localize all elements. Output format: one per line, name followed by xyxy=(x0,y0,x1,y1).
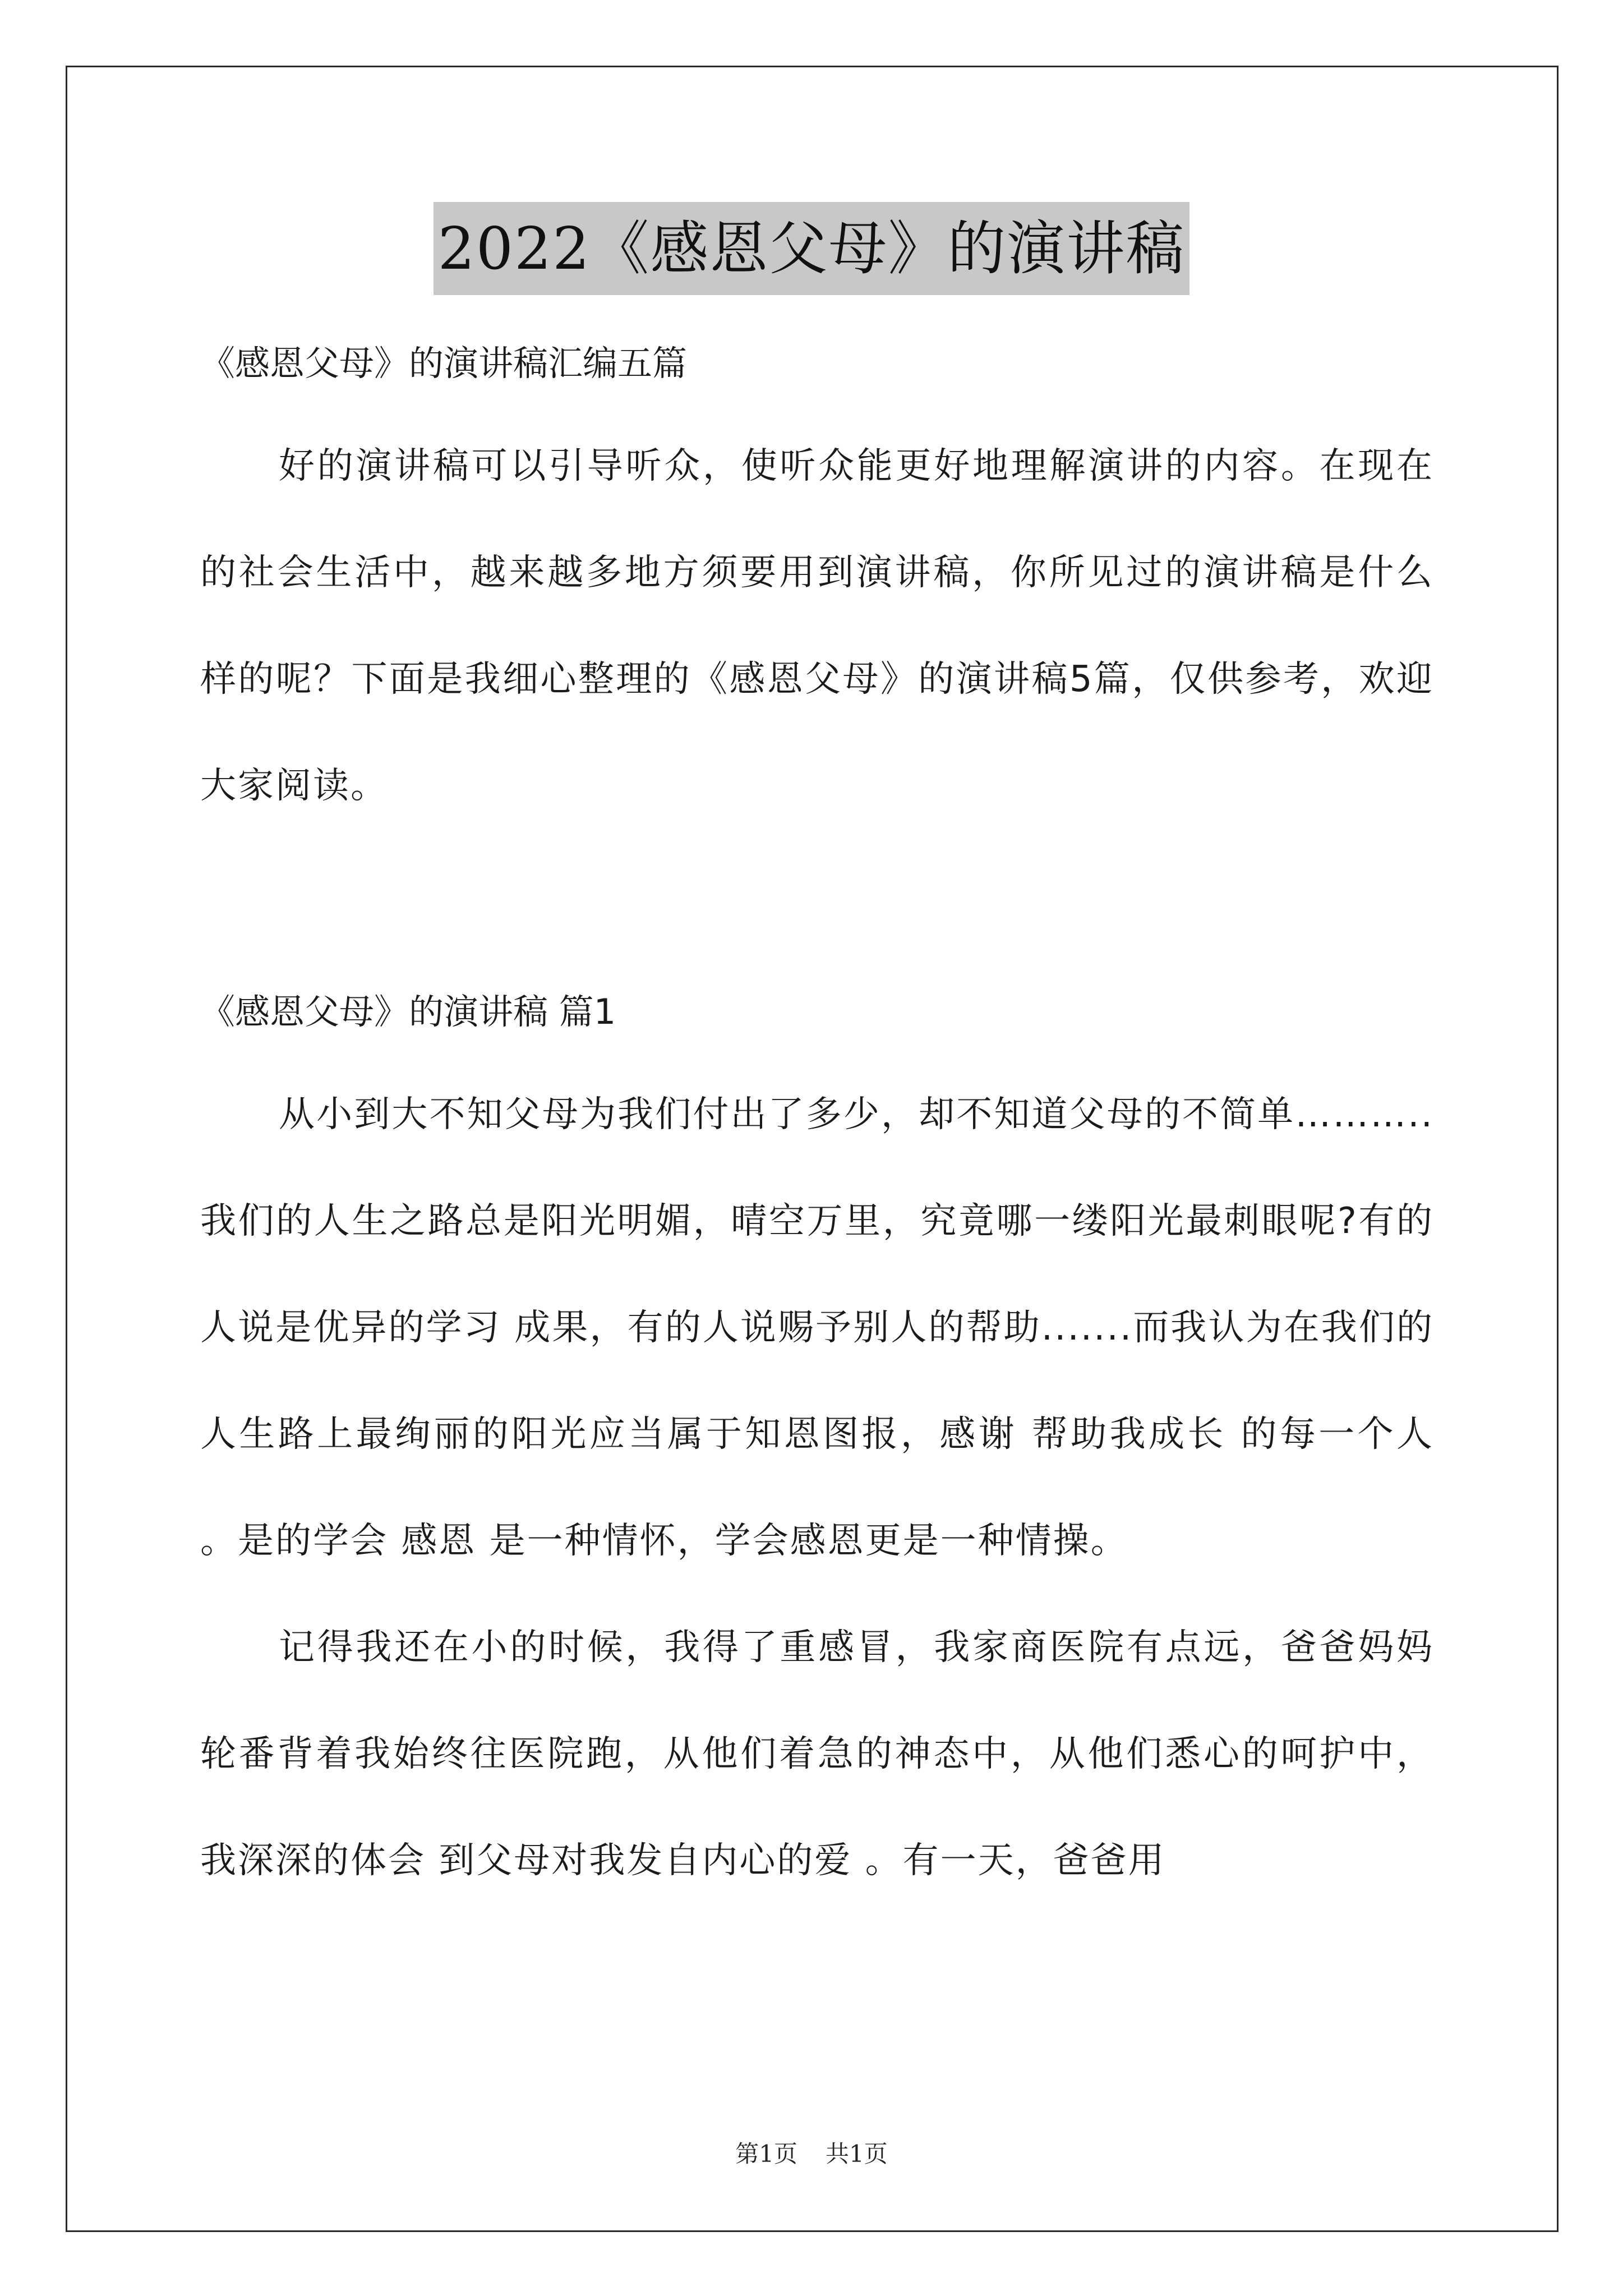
spacer xyxy=(200,390,1434,413)
body-paragraph: 从小到大不知父母为我们付出了多少，却不知道父母的不简单………..我们的人生之路总是阳光明媚，晴空万里，究竟哪一缕阳光最刺眼呢?有的人说是优异的学习 成果，有的人说赐予别人的帮助.......而我认为在我们的人生路上最绚丽的阳光应当属于知恩图报，感谢 帮助我成长 的每一个人 。是的学会 感恩 是一种情怀，学会感恩更是一种情操。 xyxy=(200,1094,1434,1562)
page-footer xyxy=(0,2137,1623,2171)
document-title: 2022《感恩父母》的演讲稿 xyxy=(434,202,1190,295)
intro-heading: 《感恩父母》的演讲稿汇编五篇 xyxy=(200,343,688,384)
intro-paragraph: 好的演讲稿可以引导听众，使听众能更好地理解演讲的内容。在现在的社会生活中，越来越多地方须要用到演讲稿，你所见过的演讲稿是什么样的呢？下面是我细心整理的《感恩父母》的演讲稿5篇，仅供参考，欢迎大家阅读。 xyxy=(200,445,1434,807)
spacer xyxy=(200,1039,1434,1061)
title-container xyxy=(0,202,1623,295)
document-body xyxy=(200,337,1434,1914)
body-paragraph: 记得我还在小的时候，我得了重感冒，我家商医院有点远，爸爸妈妈 轮番背着我始终往医院跑，从他们着急的神态中，从他们悉心的呵护中，我深深的体会 到父母对我发自内心的爱 。有一天，爸爸用 xyxy=(200,1627,1434,1881)
spacer xyxy=(200,839,1434,985)
section-heading: 《感恩父母》的演讲稿 篇1 xyxy=(200,991,616,1032)
page-number: 第1页 xyxy=(735,2140,797,2168)
page-total: 共1页 xyxy=(826,2140,888,2168)
